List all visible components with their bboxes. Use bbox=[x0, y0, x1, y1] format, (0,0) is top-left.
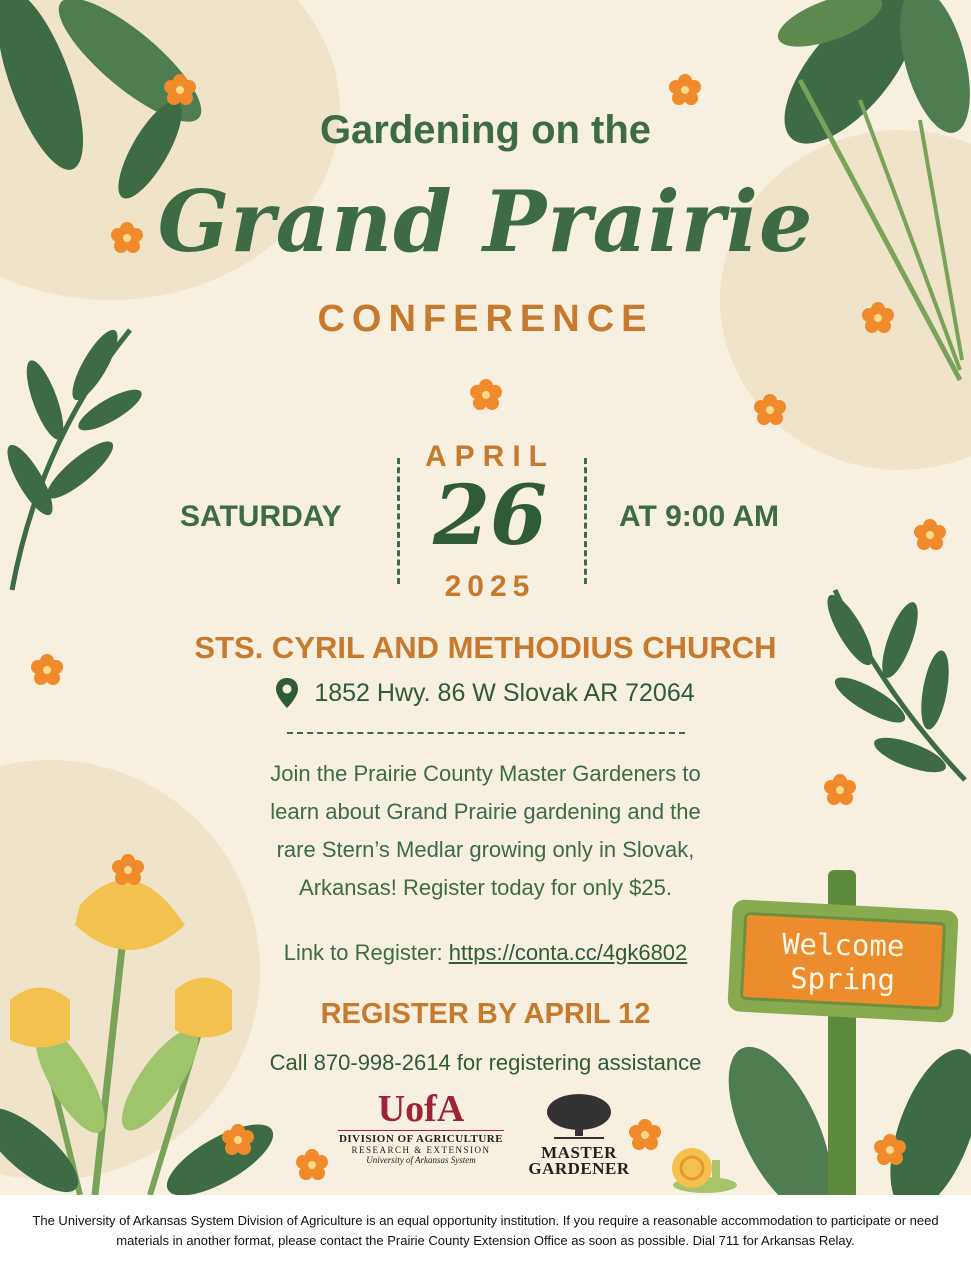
flower-icon bbox=[222, 1124, 254, 1155]
master-gardener-logo bbox=[524, 1092, 634, 1177]
mg-line1: MASTER bbox=[541, 1143, 617, 1162]
description-line: Join the Prairie County Master Gardeners to bbox=[270, 761, 701, 786]
call-text: Call 870-998-2614 for registering assistance bbox=[269, 1050, 702, 1075]
divider bbox=[287, 732, 685, 734]
flower-icon bbox=[470, 379, 502, 410]
description-line: Arkansas! Register today for only $25. bbox=[299, 875, 672, 900]
address-row bbox=[0, 678, 971, 708]
register-link[interactable]: https://conta.cc/4gk6802 bbox=[448, 940, 688, 965]
month: APRIL bbox=[425, 440, 555, 473]
uofa-line3: University of Arkansas System bbox=[366, 1155, 476, 1165]
register-label: Link to Register: bbox=[283, 940, 449, 965]
description-line: learn about Grand Prairie gardening and the bbox=[270, 799, 701, 824]
sign-line1: Welcome bbox=[781, 926, 905, 964]
flower-icon bbox=[754, 394, 786, 425]
description-line: rare Stern’s Medlar growing only in Slovak, bbox=[276, 837, 695, 862]
sign-line2: Spring bbox=[789, 961, 896, 997]
flower-icon bbox=[164, 74, 196, 105]
address: 1852 Hwy. 86 W Slovak AR 72064 bbox=[314, 678, 695, 707]
title-sub: CONFERENCE bbox=[317, 298, 654, 340]
time: AT 9:00 AM bbox=[619, 500, 780, 533]
welcome-sign bbox=[727, 899, 959, 1023]
weekday: SATURDAY bbox=[180, 500, 342, 533]
mg-line2: GARDENER bbox=[528, 1159, 630, 1178]
divider bbox=[584, 458, 587, 584]
uofa-logo bbox=[338, 1090, 504, 1165]
uofa-mark: UofA bbox=[377, 1088, 465, 1130]
flower-icon bbox=[914, 519, 946, 550]
register-deadline: REGISTER BY APRIL 12 bbox=[320, 998, 651, 1030]
year: 2025 bbox=[444, 570, 536, 603]
flower-icon bbox=[874, 1134, 906, 1165]
description bbox=[0, 755, 971, 907]
flower-icon bbox=[669, 74, 701, 105]
flower-icon bbox=[296, 1149, 328, 1180]
map-pin-icon bbox=[276, 678, 298, 708]
footer bbox=[0, 1195, 971, 1273]
title-main: Grand Prairie bbox=[157, 172, 814, 271]
venue: STS. CYRIL AND METHODIUS CHURCH bbox=[194, 630, 777, 665]
uofa-line1: DIVISION OF AGRICULTURE bbox=[338, 1130, 504, 1145]
title-top: Gardening on the bbox=[319, 108, 652, 152]
day: 26 bbox=[432, 468, 548, 564]
tree-icon bbox=[544, 1092, 614, 1140]
footer-text: The University of Arkansas System Division of Agriculture is an equal opportunity institution. If you require a reasonable accommodation to participate or need materials in another format, please contact the Prairie County Extension Office as soon as possible. Dial 711 for Arkansas Relay. bbox=[32, 1213, 939, 1248]
uofa-line2: RESEARCH & EXTENSION bbox=[351, 1145, 491, 1155]
